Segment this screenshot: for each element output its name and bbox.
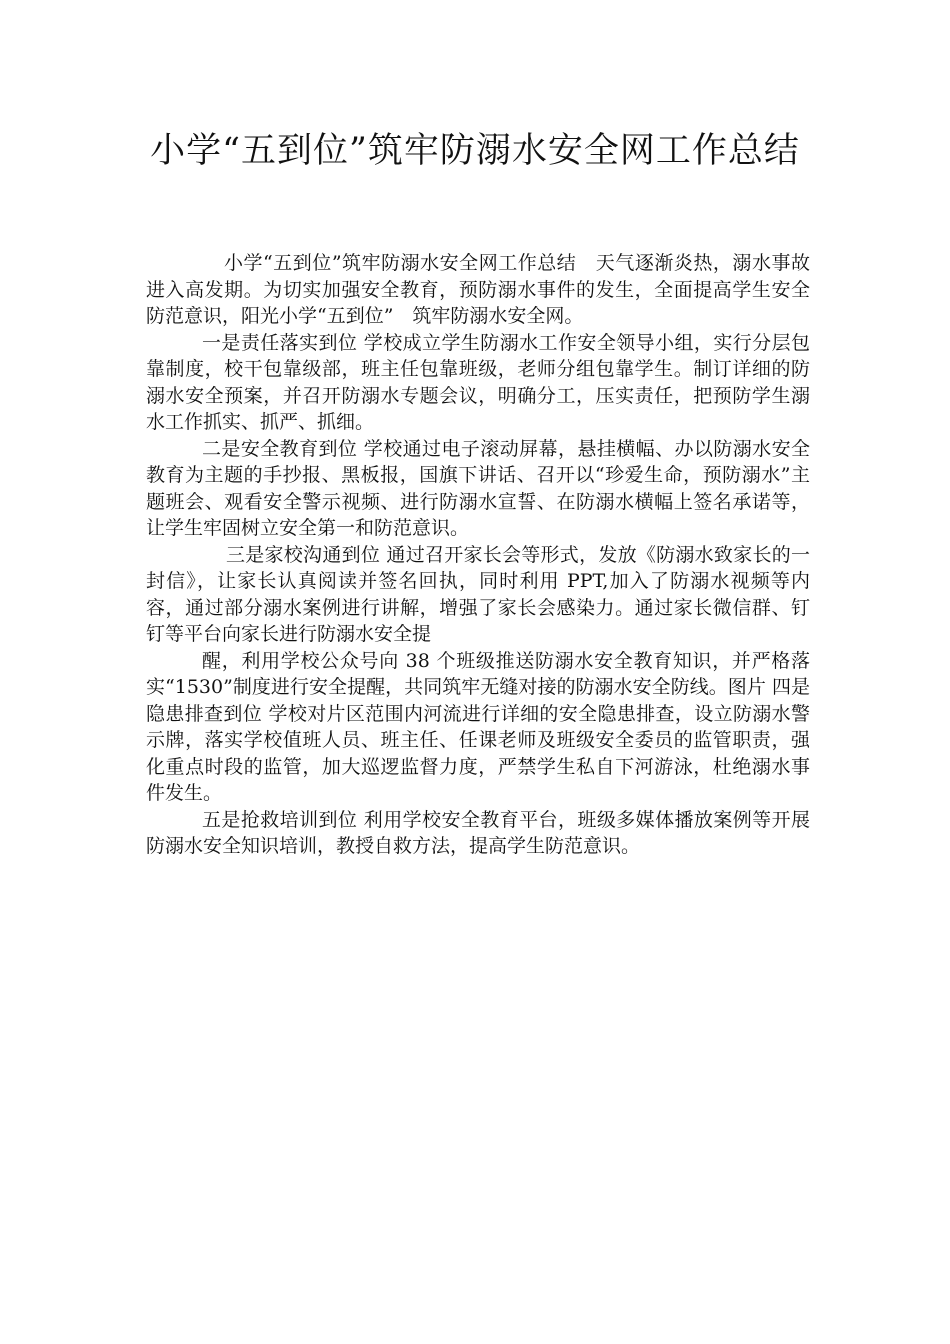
document-body: [146, 250, 810, 860]
intro-paragraph: 小学“五到位”筑牢防溺水安全网工作总结 天气逐渐炎热，溺水事故进入高发期。为切实加强安全教育，预防溺水事件的发生，全面提高学生安全防范意识，阳光小学“五到位” 筑牢防溺水安全网。: [146, 252, 810, 327]
paragraph-rescue-training: 五是抢救培训到位 利用学校安全教育平台，班级多媒体播放案例等开展防溺水安全知识培训，教授自救方法，提高学生防范意识。: [146, 808, 810, 857]
paragraph-safety-education: 二是安全教育到位 学校通过电子滚动屏幕，悬挂横幅、办以防溺水安全教育为主题的手抄报、黑板报，国旗下讲话、召开以“珍爱生命，预防溺水”主题班会、观看安全警示视频、进行防溺水宣誓、在防溺水横幅上签名承诺等，让学生牢固树立安全第一和防范意识。: [146, 437, 810, 539]
paragraph-responsibility: 一是责任落实到位 学校成立学生防溺水工作安全领导小组，实行分层包靠制度，校干包靠级部，班主任包靠班级，老师分组包靠学生。制订详细的防溺水安全预案，并召开防溺水专题会议，明确分工，压实责任，把预防学生溺水工作抓实、抓严、抓细。: [146, 331, 810, 433]
document-title: 小学“五到位”筑牢防溺水安全网工作总结: [150, 131, 800, 171]
paragraph-home-school: 三是家校沟通到位 通过召开家长会等形式，发放《防溺水致家长的一封信》，让家长认真阅读并签名回执，同时利用 PPT,加入了防溺水视频等内容，通过部分溺水案例进行讲解，增强了家长会感染力。通过家长微信群、钉钉等平台向家长进行防溺水安全提: [146, 543, 810, 645]
paragraph-reminder-inspection: 醒，利用学校公众号向 38 个班级推送防溺水安全教育知识，并严格落实“1530”制度进行安全提醒，共同筑牢无缝对接的防溺水安全防线。图片 四是隐患排查到位 学校对片区范围内河流进行详细的安全隐患排查，设立防溺水警示牌，落实学校值班人员、班主任、任课老师及班级安全委员的监管职责，强化重点时段的监管，加大巡逻监督力度，严禁学生私自下河游泳，杜绝溺水事件发生。: [146, 649, 810, 804]
